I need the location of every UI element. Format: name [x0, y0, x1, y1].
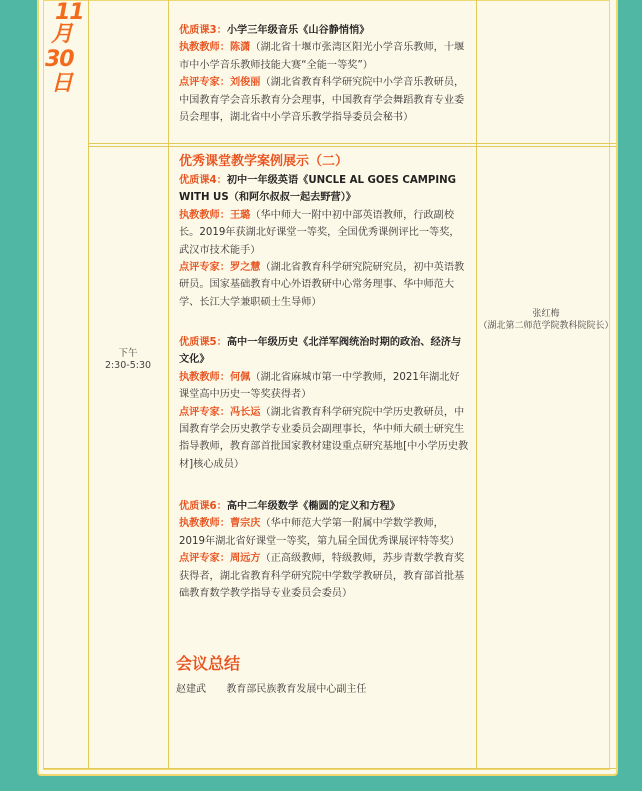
expert-label: 点评专家： — [179, 77, 230, 89]
teacher-label: 执教教师： — [179, 209, 230, 221]
grid-line — [43, 768, 616, 769]
date-day-number: 30 — [45, 47, 74, 72]
expert-label: 点评专家： — [179, 262, 230, 274]
lesson-label: 优质课5： — [179, 337, 227, 348]
lesson5-block — [179, 334, 469, 473]
summary-speaker-title: 教育部民族教育发展中心副主任 — [226, 684, 367, 695]
grid-line — [476, 0, 477, 768]
teacher-name: 陈潇 — [229, 42, 251, 54]
teacher-name: 曹宗庆 — [229, 518, 261, 530]
lesson-label: 优质课4： — [179, 175, 227, 186]
expert-label: 点评专家： — [179, 553, 230, 565]
teacher-name: 王璐 — [229, 209, 251, 221]
teacher-name: 何佩 — [229, 371, 251, 383]
summary-speaker: 赵建武 — [176, 684, 206, 695]
session-time: 下午 2:30-5:30 — [104, 348, 152, 371]
expert-desc: （湖北省教育科学研究院研究员，初中英语教研员。国家基础教育中心外语教研中心常务理事、华中师范大学、长江大学兼职硕士生导师） — [179, 262, 465, 308]
expert-desc: （正高级教师，特级教师，苏步青数学教育奖获得者，湖北省教育科学研究院中学数学教研员，教育部首批基础教育数学教学指导专业委员会委员） — [179, 553, 465, 600]
lesson-label: 优质课6： — [179, 501, 227, 512]
date-month-char: 月 — [51, 22, 73, 47]
lesson-title: 小学三年级音乐《山谷静悄悄》 — [226, 25, 370, 36]
expert-name: 周远方 — [229, 553, 261, 565]
expert-desc: （湖北省教育科学研究院中学历史教研员，中国教育学会历史教学专业委员会副理事长，华中师大硕士研究生指导教师，教育部首批国家教材建设重点研究基地[中小学历史教材]核心成员） — [179, 406, 469, 470]
expert-label: 点评专家： — [179, 406, 230, 418]
teacher-label: 执教教师： — [179, 518, 230, 530]
teacher-desc: （华中师大一附中初中部英语教师，行政副校长。2019年获湖北好课堂一等奖，全国优秀课例评比一等奖，武汉市技术能手） — [179, 209, 460, 256]
date-day-char: 日 — [51, 71, 73, 96]
summary-title: 会议总结 — [176, 654, 241, 673]
lesson4-block — [179, 152, 469, 311]
lesson3-block — [179, 22, 469, 126]
expert-desc: （湖北省教育科学研究院中小学音乐教研员，中国教育学会音乐教育分会理事，中国教育学会舞蹈教育专业委员会理事，湖北省中小学音乐教学指导委员会秘书） — [179, 77, 465, 124]
expert-name: 刘俊丽 — [229, 77, 261, 89]
lesson-title: 初中一年级英语《UNCLE AL GOES CAMPING WITH US（和阿尔叔叔一起去野营）》 — [179, 175, 457, 204]
lesson-title: 高中一年级历史《北洋军阀统治时期的政治、经济与文化》 — [179, 337, 462, 366]
summary-speaker-line — [176, 680, 366, 695]
teacher-desc: （湖北省十堰市张湾区阳光小学音乐教师，十堰市中小学音乐教师技能大赛“全能一等奖”） — [179, 42, 465, 71]
lesson-label: 优质课3： — [179, 25, 227, 36]
expert-name: 冯长运 — [229, 406, 261, 418]
grid-line — [88, 146, 616, 147]
teacher-desc: （湖北省麻城市第一中学教师，2021年湖北好课堂高中历史一等奖获得者） — [179, 371, 460, 401]
lesson-title: 高中二年级数学《椭圆的定义和方程》 — [226, 501, 401, 512]
grid-line — [88, 0, 89, 768]
grid-line — [88, 143, 616, 144]
expert-name: 罗之慧 — [229, 262, 261, 274]
grid-line — [168, 0, 169, 768]
section-title: 优秀课堂教学案例展示（二） — [179, 154, 349, 169]
lesson6-block — [179, 498, 469, 602]
teacher-label: 执教教师： — [179, 371, 230, 383]
date-month-number: 11 — [55, 0, 84, 25]
session-host: 张红梅 （湖北第二师范学院教科院院长） — [478, 309, 614, 331]
teacher-desc: （华中师范大学第一附属中学数学教师，2019年湖北省好课堂一等奖，第九届全国优秀课展评特等奖） — [179, 518, 460, 547]
teacher-label: 执教教师： — [179, 42, 230, 54]
